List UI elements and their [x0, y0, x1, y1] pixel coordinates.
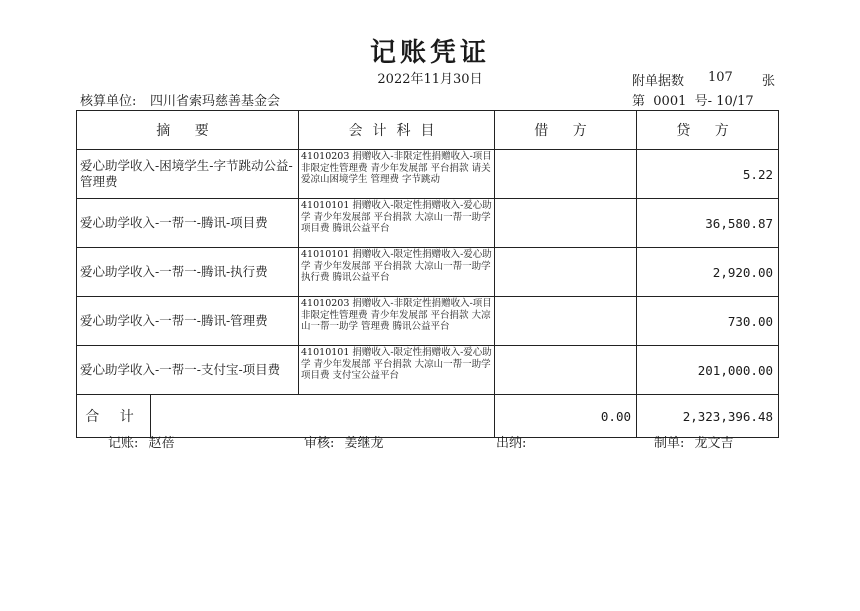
- unit-label: 核算单位:: [80, 94, 137, 109]
- table-row: [77, 150, 779, 199]
- cashier-label: 出纳:: [496, 436, 527, 451]
- voucher-date: 2022年11月30日: [377, 72, 483, 87]
- row-credit: 5.22: [637, 150, 779, 199]
- total-debit: 0.00: [495, 395, 637, 438]
- preparer-signature: [654, 432, 734, 451]
- unit-name: 四川省索玛慈善基金会: [150, 94, 281, 109]
- row-credit: 36,580.87: [637, 199, 779, 248]
- reviewer-signature: [304, 432, 384, 451]
- row-debit: [495, 199, 637, 248]
- bookkeeper-signature: [108, 432, 175, 451]
- voucher-no-prefix: 第: [632, 94, 646, 109]
- row-summary: 爱心助学收入-一帮一-腾讯-管理费: [77, 297, 299, 346]
- row-summary: 爱心助学收入-一帮一-腾讯-执行费: [77, 248, 299, 297]
- voucher-title: 记账凭证: [369, 38, 490, 68]
- row-account: 41010101 捐赠收入-限定性捐赠收入-爱心助学 青少年发展部 平台捐款 大凉山一帮一助学 项目费 腾讯公益平台: [299, 199, 495, 248]
- col-credit: 贷 方: [637, 111, 779, 150]
- row-account: 41010203 捐赠收入-非限定性捐赠收入-项目非限定性管理费 青少年发展部 平台捐款 大凉山一帮一助学 管理费 腾讯公益平台: [299, 297, 495, 346]
- attachments-label: 附单据数: [632, 74, 685, 89]
- attachments-count: 107: [708, 70, 733, 85]
- voucher-table: [76, 110, 779, 438]
- attachments-unit: 张: [762, 74, 776, 89]
- total-credit: 2,323,396.48: [637, 395, 779, 438]
- row-summary: 爱心助学收入-一帮一-腾讯-项目费: [77, 199, 299, 248]
- row-debit: [495, 297, 637, 346]
- voucher-no-suffix: 号-: [694, 94, 713, 109]
- row-credit: 2,920.00: [637, 248, 779, 297]
- preparer-label: 制单:: [654, 436, 685, 451]
- row-summary: 爱心助学收入-一帮一-支付宝-项目费: [77, 346, 299, 395]
- row-account: 41010203 捐赠收入-非限定性捐赠收入-项目非限定性管理费 青少年发展部 平台捐款 请关爱凉山困境学生 管理费 字节跳动: [299, 150, 495, 199]
- table-header-row: [77, 111, 779, 150]
- row-account: 41010101 捐赠收入-限定性捐赠收入-爱心助学 青少年发展部 平台捐款 大凉山一帮一助学 执行费 腾讯公益平台: [299, 248, 495, 297]
- row-credit: 730.00: [637, 297, 779, 346]
- table-row: [77, 199, 779, 248]
- cashier-signature: [496, 432, 532, 451]
- preparer-name: 龙文吉: [694, 436, 734, 451]
- reviewer-label: 审核:: [304, 436, 335, 451]
- bookkeeper-name: 赵蓓: [148, 436, 175, 451]
- row-credit: 201,000.00: [637, 346, 779, 395]
- col-debit: 借 方: [495, 111, 637, 150]
- row-debit: [495, 150, 637, 199]
- col-account: 会计科目: [299, 111, 495, 150]
- voucher-no: [632, 90, 754, 109]
- table-row: [77, 248, 779, 297]
- reviewer-name: 姜继龙: [344, 436, 384, 451]
- bookkeeper-label: 记账:: [108, 436, 139, 451]
- col-summary: 摘 要: [77, 111, 299, 150]
- total-label: 合 计: [77, 395, 151, 438]
- row-account: 41010101 捐赠收入-限定性捐赠收入-爱心助学 青少年发展部 平台捐款 大凉山一帮一助学 项目费 支付宝公益平台: [299, 346, 495, 395]
- voucher-no-number: 0001: [653, 94, 687, 109]
- voucher-no-page: 10/17: [716, 94, 754, 109]
- row-debit: [495, 346, 637, 395]
- row-debit: [495, 248, 637, 297]
- table-row: [77, 346, 779, 395]
- table-row: [77, 297, 779, 346]
- row-summary: 爱心助学收入-困境学生-字节跳动公益-管理费: [77, 150, 299, 199]
